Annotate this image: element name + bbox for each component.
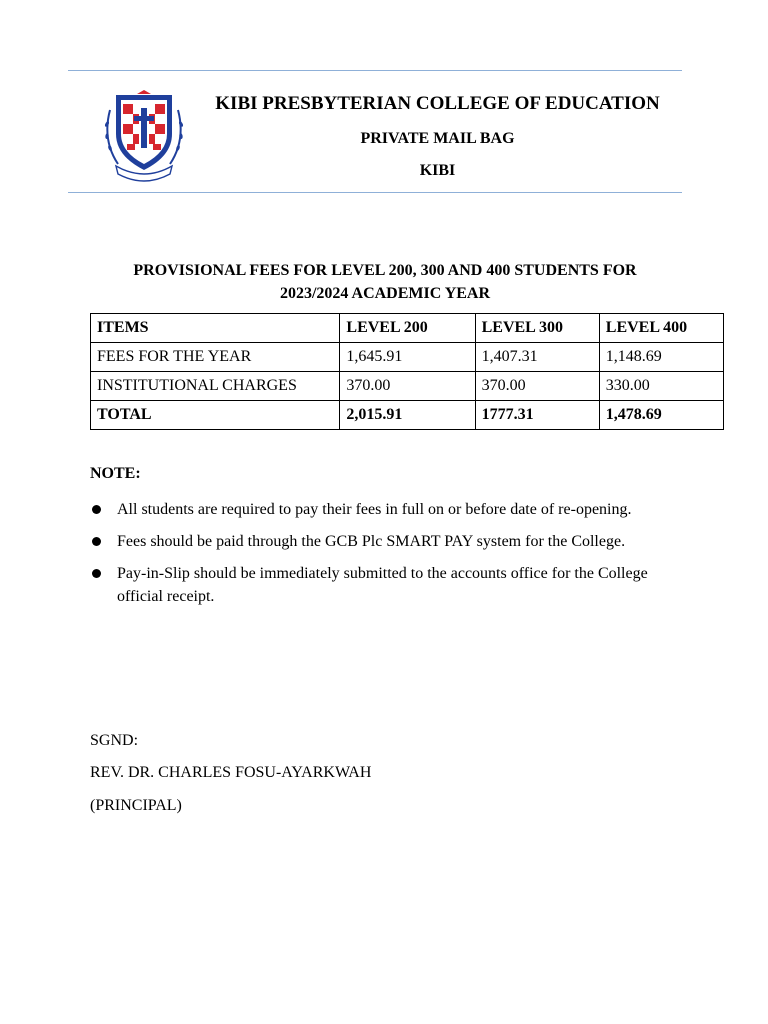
column-header-level-400: LEVEL 400	[599, 314, 723, 343]
mail-bag-address: PRIVATE MAIL BAG	[360, 130, 515, 147]
table-total-row	[91, 401, 724, 430]
document-title-line-2: 2023/2024 ACADEMIC YEAR	[279, 285, 491, 302]
college-crest-logo	[100, 90, 188, 182]
column-header-level-300: LEVEL 300	[475, 314, 599, 343]
document-title	[90, 259, 680, 305]
note-heading: NOTE:	[90, 465, 141, 482]
table-cell: 370.00	[475, 372, 599, 401]
note-text: Fees should be paid through the GCB Plc SMART PAY system for the College.	[117, 533, 626, 550]
table-cell: INSTITUTIONAL CHARGES	[91, 372, 340, 401]
table-cell: 330.00	[599, 372, 723, 401]
letterhead-bottom-rule	[68, 192, 682, 193]
total-cell-level-400: 1,478.69	[599, 401, 723, 430]
column-header-items: ITEMS	[91, 314, 340, 343]
note-text: All students are required to pay their fees in full on or before date of re-opening.	[117, 501, 632, 518]
letterhead-top-rule	[68, 70, 682, 71]
signed-label: SGND:	[90, 732, 139, 749]
table-cell: 1,148.69	[599, 343, 723, 372]
bullet-icon	[92, 537, 101, 546]
table-row	[91, 343, 724, 372]
college-name-heading: KIBI PRESBYTERIAN COLLEGE OF EDUCATION	[215, 93, 660, 114]
notes-list	[90, 498, 650, 617]
fees-table	[90, 313, 724, 430]
table-row	[91, 372, 724, 401]
table-cell: 1,645.91	[340, 343, 475, 372]
bullet-icon	[92, 505, 101, 514]
table-cell: 370.00	[340, 372, 475, 401]
signatory-name: REV. DR. CHARLES FOSU-AYARKWAH	[90, 764, 372, 781]
total-cell-level-300: 1777.31	[475, 401, 599, 430]
table-cell: FEES FOR THE YEAR	[91, 343, 340, 372]
list-item	[90, 562, 650, 608]
table-cell: 1,407.31	[475, 343, 599, 372]
town-address: KIBI	[419, 162, 456, 179]
total-cell-level-200: 2,015.91	[340, 401, 475, 430]
signatory-title: (PRINCIPAL)	[90, 797, 182, 814]
table-header-row	[91, 314, 724, 343]
bullet-icon	[92, 569, 101, 578]
list-item	[90, 530, 650, 553]
document-title-line-1: PROVISIONAL FEES FOR LEVEL 200, 300 AND 400 STUDENTS FOR	[133, 262, 637, 279]
column-header-level-200: LEVEL 200	[340, 314, 475, 343]
note-text: Pay-in-Slip should be immediately submitted to the accounts office for the College official receipt.	[117, 565, 648, 605]
list-item	[90, 498, 650, 521]
total-label-cell: TOTAL	[91, 401, 340, 430]
